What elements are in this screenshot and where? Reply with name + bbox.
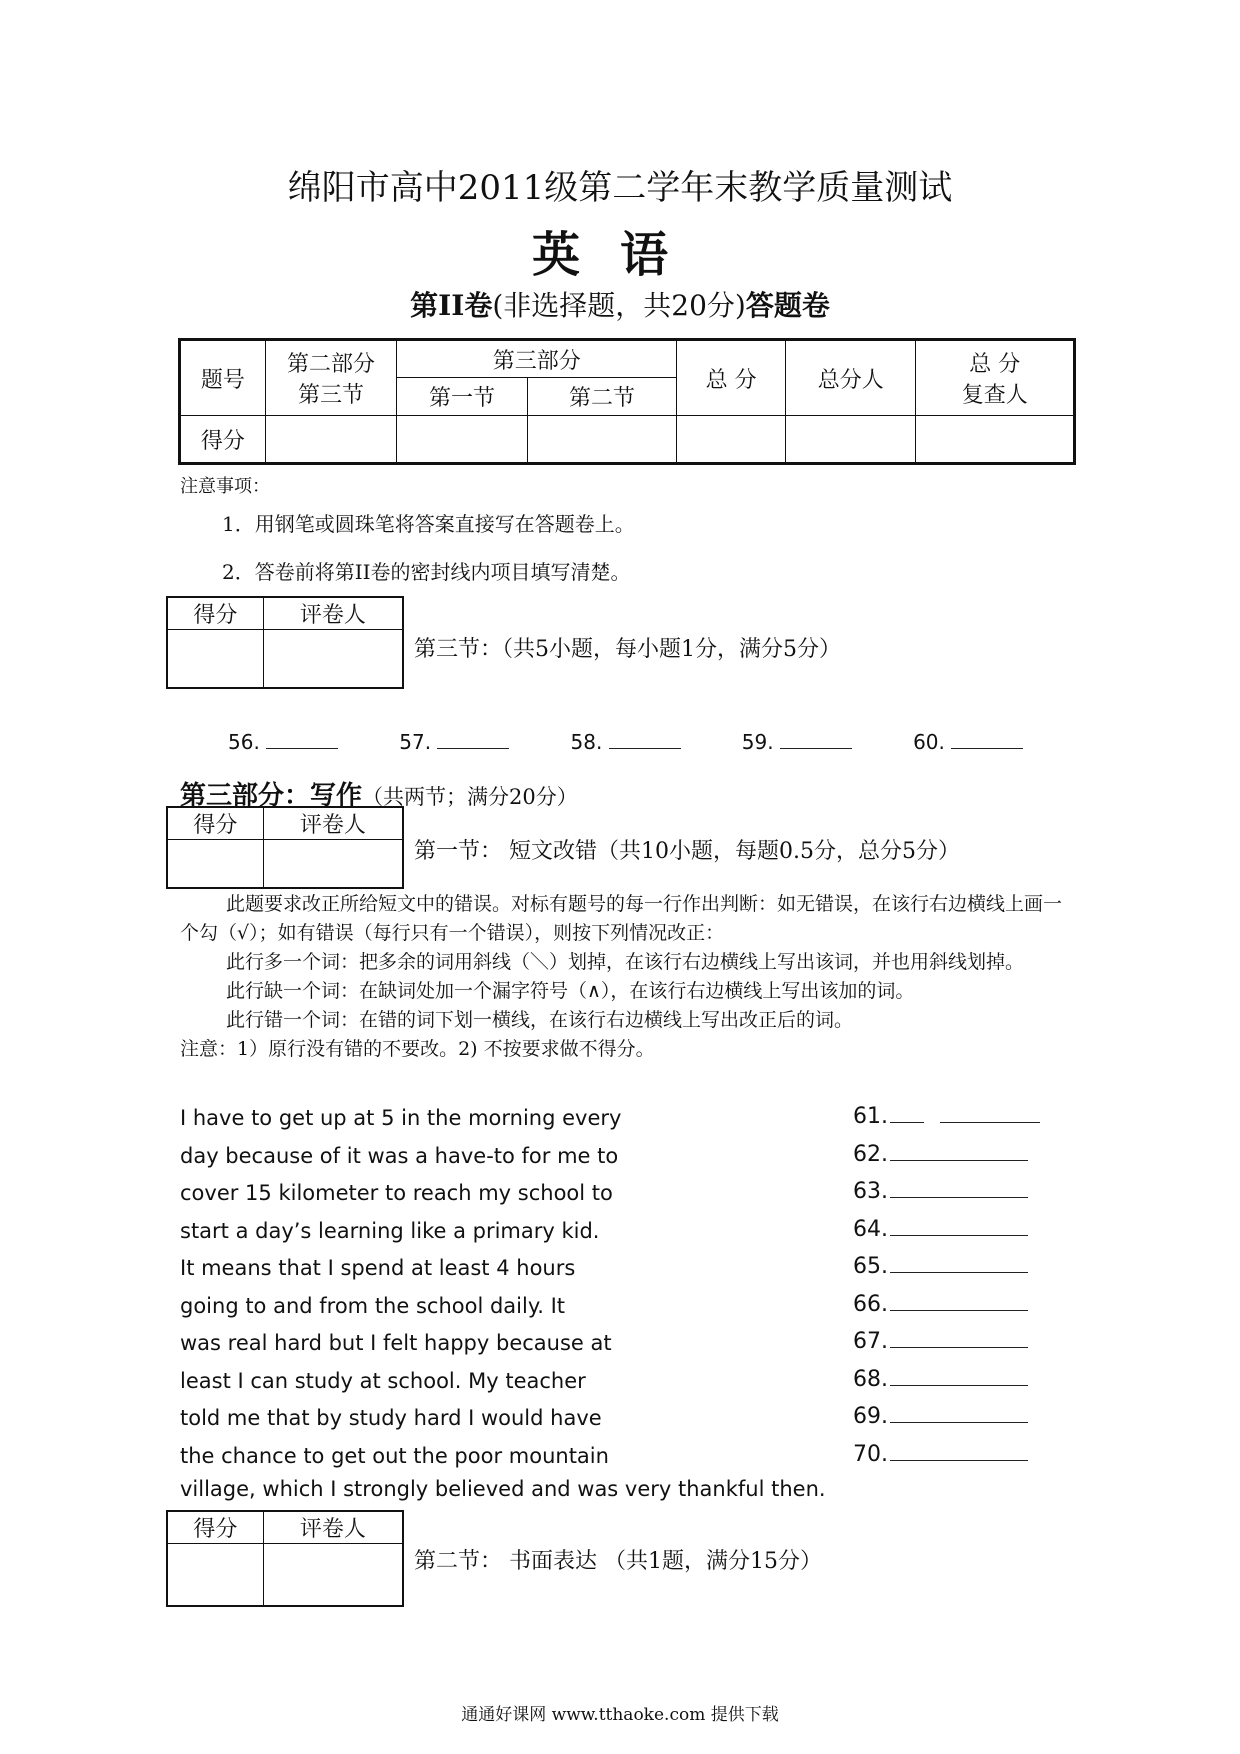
header-part3-sec1: 第一节	[397, 378, 528, 416]
answer-line[interactable]	[890, 1252, 1028, 1273]
header-reviewer-line2: 复查人	[961, 383, 1028, 408]
correction-answer[interactable]	[853, 1327, 1028, 1354]
notes-title: 注意事项：	[180, 476, 270, 497]
answer-blank[interactable]	[399, 730, 509, 754]
essay-line: was real hard but I felt happy because at	[180, 1331, 612, 1355]
answer-line[interactable]	[890, 1140, 1028, 1161]
blank-line[interactable]	[780, 730, 852, 749]
volume-title-part3: 答题卷	[745, 289, 830, 322]
correction-answer[interactable]	[853, 1102, 1040, 1129]
instruction-note: 注意：1）原行没有错的不要改。2) 不按要求做不得分。	[180, 1038, 655, 1060]
score-cell[interactable]	[916, 416, 1075, 464]
answer-number: 70.	[853, 1442, 888, 1467]
grading-box-grader-label: 评卷人	[263, 1511, 403, 1544]
blank-line[interactable]	[951, 730, 1023, 749]
answer-blank[interactable]	[228, 730, 338, 754]
answer-line[interactable]	[890, 1365, 1028, 1386]
grading-box-score-cell[interactable]	[167, 1544, 263, 1606]
essay-line: day because of it was a have-to for me to	[180, 1144, 619, 1168]
instruction-para: 此行多一个词：把多余的词用斜线（＼）划掉，在该行右边横线上写出该词，并也用斜线划掉。	[226, 951, 1025, 973]
essay-line: told me that by study hard I would have	[180, 1406, 602, 1430]
answer-number: 62.	[853, 1142, 888, 1167]
answer-number: 69.	[853, 1404, 888, 1429]
part3-title: 第三部分：写作	[180, 781, 363, 811]
header-part2-label: 第二部分	[287, 352, 376, 377]
essay-line: cover 15 kilometer to reach my school to	[180, 1181, 613, 1205]
part3-subtitle: （共两节；满分20分）	[362, 785, 578, 809]
blank-number: 60.	[913, 730, 945, 754]
score-cell[interactable]	[785, 416, 916, 464]
correction-answer[interactable]	[853, 1140, 1028, 1167]
correction-answer[interactable]	[853, 1177, 1028, 1204]
blank-line[interactable]	[437, 730, 509, 749]
answer-number: 65.	[853, 1254, 888, 1279]
answer-line[interactable]	[890, 1215, 1028, 1236]
score-cell[interactable]	[527, 416, 676, 464]
blank-number: 57.	[399, 730, 432, 754]
essay-line: I have to get up at 5 in the morning every	[180, 1106, 622, 1130]
sec1-label: 第一节： 短文改错（共10小题，每题0.5分，总分5分）	[414, 839, 960, 864]
section3-label: 第三节：（共5小题，每小题1分，满分5分）	[414, 637, 841, 662]
answer-line[interactable]	[890, 1402, 1028, 1423]
grading-box-grader-cell[interactable]	[263, 840, 403, 888]
answer-blanks-row	[228, 730, 1079, 754]
header-reviewer-line1: 总 分	[969, 352, 1021, 377]
correction-answer[interactable]	[853, 1252, 1028, 1279]
blank-number: 59.	[741, 730, 774, 754]
answer-number: 63.	[853, 1179, 888, 1204]
volume-title-part1: 第II卷	[410, 289, 493, 322]
grading-box	[166, 806, 404, 889]
correction-answer[interactable]	[853, 1440, 1028, 1467]
header-part2-section: 第三节	[298, 383, 365, 408]
grading-box-score-label: 得分	[167, 807, 263, 840]
essay-line: going to and from the school daily. It	[180, 1294, 566, 1318]
grading-box-score-label: 得分	[167, 597, 263, 630]
instruction-para: 此行错一个词：在错的词下划一横线，在该行右边横线上写出改正后的词。	[226, 1009, 854, 1031]
score-table	[178, 338, 1076, 465]
correction-answer[interactable]	[853, 1215, 1028, 1242]
footer-text: 通通好课网 www.tthaoke.com 提供下载	[461, 1705, 779, 1725]
answer-blank[interactable]	[571, 730, 681, 754]
blank-number: 56.	[228, 730, 260, 754]
score-cell[interactable]	[677, 416, 786, 464]
row-score-label: 得分	[180, 416, 266, 464]
exam-title: 绵阳市高中2011级第二学年末教学质量测试	[287, 168, 953, 208]
header-scorer: 总分人	[785, 340, 916, 416]
essay-line: the chance to get out the poor mountain	[180, 1444, 609, 1468]
essay-line: It means that I spend at least 4 hours	[180, 1256, 576, 1280]
essay-line: least I can study at school. My teacher	[180, 1369, 586, 1393]
answer-number: 68.	[853, 1367, 888, 1392]
note-item: 1．用钢笔或圆珠笔将答案直接写在答题卷上。	[222, 512, 635, 536]
instruction-para: 此题要求改正所给短文中的错误。对标有题号的每一行作出判断：如无错误，在该行右边横线上画一个勾（√）；如有错误（每行只有一个错误），则按下列情况改正：	[180, 893, 1063, 944]
essay-line: village, which I strongly believed and was very thankful then.	[180, 1477, 826, 1501]
grading-box	[166, 596, 404, 689]
header-part3-sec2: 第二节	[527, 378, 676, 416]
grading-box-score-cell[interactable]	[167, 630, 263, 688]
correction-answer[interactable]	[853, 1365, 1028, 1392]
answer-number: 61.	[853, 1104, 888, 1129]
grading-box-grader-label: 评卷人	[263, 807, 403, 840]
volume-title-part2: (非选择题，共20分)	[492, 289, 746, 322]
grading-box-grader-cell[interactable]	[263, 1544, 403, 1606]
score-cell[interactable]	[265, 416, 397, 464]
answer-number: 64.	[853, 1217, 888, 1242]
instruction-para: 此行缺一个词：在缺词处加一个漏字符号（∧），在该行右边横线上写出该加的词。	[226, 980, 915, 1002]
answer-line[interactable]	[890, 1102, 924, 1123]
answer-line[interactable]	[890, 1327, 1028, 1348]
grading-box	[166, 1510, 404, 1607]
answer-blank[interactable]	[913, 730, 1023, 754]
answer-line[interactable]	[890, 1290, 1028, 1311]
grading-box-grader-cell[interactable]	[263, 630, 403, 688]
grading-box-grader-label: 评卷人	[263, 597, 403, 630]
note-item: 2．答卷前将第II卷的密封线内项目填写清楚。	[222, 560, 631, 584]
answer-number: 66.	[853, 1292, 888, 1317]
blank-line[interactable]	[266, 730, 338, 749]
correction-answer[interactable]	[853, 1290, 1028, 1317]
grading-box-score-label: 得分	[167, 1511, 263, 1544]
sec2-label: 第二节： 书面表达 （共1题，满分15分）	[414, 1549, 822, 1574]
header-total: 总 分	[677, 340, 786, 416]
header-part3: 第三部分	[397, 340, 677, 378]
subject-title: 英语	[531, 227, 708, 283]
answer-line[interactable]	[890, 1177, 1028, 1198]
answer-blank[interactable]	[742, 730, 852, 754]
blank-line[interactable]	[609, 730, 681, 749]
score-cell[interactable]	[397, 416, 528, 464]
header-reviewer	[916, 340, 1075, 416]
header-question-no: 题号	[180, 340, 266, 416]
volume-title	[0, 284, 1240, 324]
blank-number: 58.	[570, 730, 603, 754]
essay-line: start a day’s learning like a primary kid.	[180, 1219, 600, 1243]
answer-line[interactable]	[940, 1102, 1040, 1123]
header-part2	[265, 340, 397, 416]
correction-answer[interactable]	[853, 1402, 1028, 1429]
answer-number: 67.	[853, 1329, 888, 1354]
grading-box-score-cell[interactable]	[167, 840, 263, 888]
answer-line[interactable]	[890, 1440, 1028, 1461]
sec1-instructions	[180, 890, 1080, 1064]
